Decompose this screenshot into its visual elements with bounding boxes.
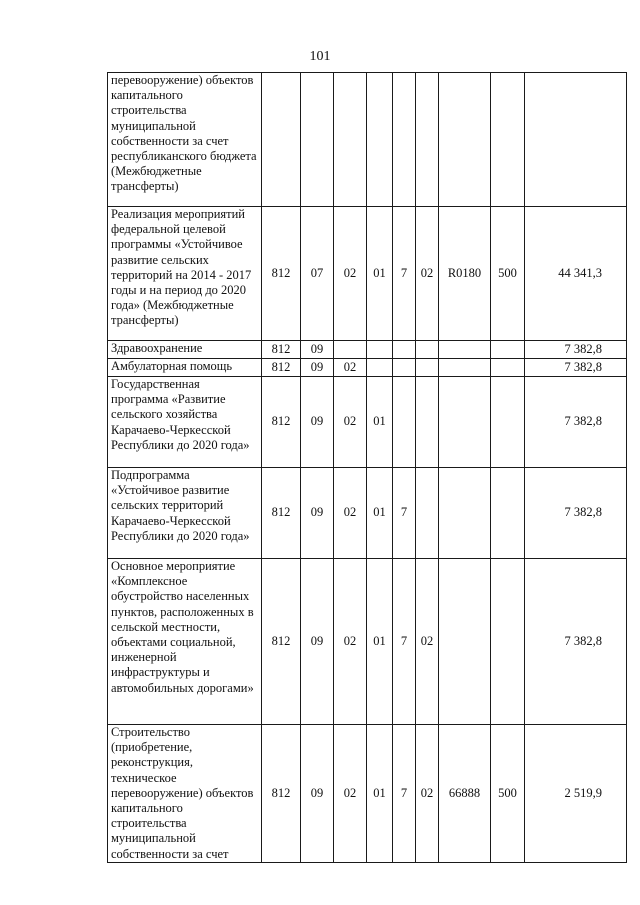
- budget-table: [107, 72, 627, 863]
- ministry-code: 812: [262, 207, 301, 341]
- amount: 44 341,3: [525, 207, 627, 341]
- activity-code: [416, 468, 439, 559]
- row-name: Подпрограмма «Устойчивое развитие сельских территорий Карачаево-Черкесской Республики до 2020 года»: [108, 468, 262, 559]
- expense-type-code: [491, 468, 525, 559]
- direction-code: 66888: [439, 725, 491, 863]
- direction-code: R0180: [439, 207, 491, 341]
- amount: 7 382,8: [525, 377, 627, 468]
- row-name: перевооружение) объектов капитального строительства муниципальной собственности за счет республиканского бюджета (Межбюджетные трансферты): [108, 73, 262, 207]
- activity-code: [416, 359, 439, 377]
- program-code: [367, 341, 393, 359]
- subprogram-code: 7: [393, 207, 416, 341]
- section-code: 09: [301, 468, 334, 559]
- direction-code: [439, 359, 491, 377]
- amount: [525, 73, 627, 207]
- row-name: Государственная программа «Развитие сельского хозяйства Карачаево-Черкесской Республики до 2020 года»: [108, 377, 262, 468]
- direction-code: [439, 73, 491, 207]
- subprogram-code: 7: [393, 468, 416, 559]
- program-code: 01: [367, 468, 393, 559]
- ministry-code: 812: [262, 725, 301, 863]
- amount: 7 382,8: [525, 359, 627, 377]
- row-name: Реализация мероприятий федеральной целевой программы «Устойчивое развитие сельских территорий на 2014 - 2017 годы и на период до 2020 года» (Межбюджетные трансферты): [108, 207, 262, 341]
- subprogram-code: [393, 341, 416, 359]
- subsection-code: 02: [334, 377, 367, 468]
- subprogram-code: [393, 359, 416, 377]
- expense-type-code: [491, 377, 525, 468]
- subsection-code: [334, 73, 367, 207]
- page-number: 101: [309, 49, 331, 64]
- expense-type-code: [491, 73, 525, 207]
- subprogram-code: [393, 73, 416, 207]
- table-row: [108, 468, 627, 559]
- row-name: Строительство (приобретение, реконструкция, техническое перевооружение) объектов капитального строительства муниципальной собственности за счет: [108, 725, 262, 863]
- section-code: 09: [301, 377, 334, 468]
- expense-type-code: 500: [491, 725, 525, 863]
- ministry-code: 812: [262, 377, 301, 468]
- section-code: 09: [301, 359, 334, 377]
- activity-code: 02: [416, 207, 439, 341]
- expense-type-code: [491, 341, 525, 359]
- activity-code: 02: [416, 725, 439, 863]
- amount: 7 382,8: [525, 559, 627, 725]
- subsection-code: 02: [334, 725, 367, 863]
- amount: 2 519,9: [525, 725, 627, 863]
- subprogram-code: 7: [393, 725, 416, 863]
- amount: 7 382,8: [525, 468, 627, 559]
- section-code: [301, 73, 334, 207]
- subprogram-code: [393, 377, 416, 468]
- table-row: [108, 359, 627, 377]
- table-row: [108, 207, 627, 341]
- section-code: 07: [301, 207, 334, 341]
- row-name: Здравоохранение: [108, 341, 262, 359]
- ministry-code: [262, 73, 301, 207]
- section-code: 09: [301, 559, 334, 725]
- direction-code: [439, 377, 491, 468]
- subsection-code: 02: [334, 468, 367, 559]
- table-row: [108, 377, 627, 468]
- expense-type-code: [491, 359, 525, 377]
- table-row: [108, 559, 627, 725]
- program-code: 01: [367, 377, 393, 468]
- activity-code: 02: [416, 559, 439, 725]
- direction-code: [439, 559, 491, 725]
- row-name: Амбулаторная помощь: [108, 359, 262, 377]
- table-row: [108, 341, 627, 359]
- section-code: 09: [301, 341, 334, 359]
- activity-code: [416, 73, 439, 207]
- table-row: [108, 725, 627, 863]
- ministry-code: 812: [262, 559, 301, 725]
- subsection-code: 02: [334, 359, 367, 377]
- program-code: [367, 73, 393, 207]
- program-code: [367, 359, 393, 377]
- ministry-code: 812: [262, 359, 301, 377]
- section-code: 09: [301, 725, 334, 863]
- direction-code: [439, 341, 491, 359]
- subsection-code: 02: [334, 559, 367, 725]
- ministry-code: 812: [262, 341, 301, 359]
- direction-code: [439, 468, 491, 559]
- program-code: 01: [367, 207, 393, 341]
- activity-code: [416, 377, 439, 468]
- subsection-code: [334, 341, 367, 359]
- subsection-code: 02: [334, 207, 367, 341]
- program-code: 01: [367, 725, 393, 863]
- subprogram-code: 7: [393, 559, 416, 725]
- ministry-code: 812: [262, 468, 301, 559]
- expense-type-code: [491, 559, 525, 725]
- program-code: 01: [367, 559, 393, 725]
- row-name: Основное мероприятие «Комплексное обустройство населенных пунктов, расположенных в сельской местности, объектами социальной, инженерной инфраструктуры и автомобильных дорогами»: [108, 559, 262, 725]
- table-row: [108, 73, 627, 207]
- activity-code: [416, 341, 439, 359]
- expense-type-code: 500: [491, 207, 525, 341]
- amount: 7 382,8: [525, 341, 627, 359]
